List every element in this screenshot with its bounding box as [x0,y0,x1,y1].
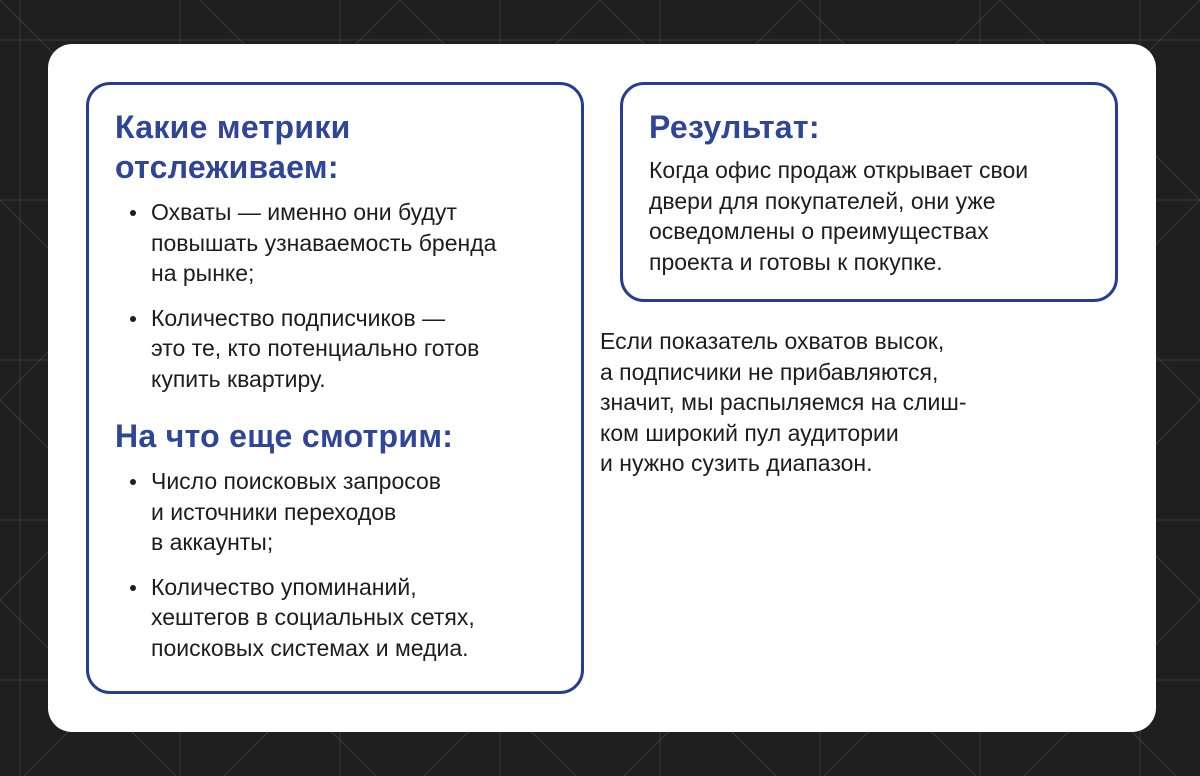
list-item-line: хештегов в социальных сетях, [151,604,475,630]
reach-note-line: Если показатель охватов высок, [600,328,945,354]
metrics-list [115,197,561,394]
result-text-line: осведомлены о преимуществах [649,218,989,244]
reach-note-line: и нужно сузить диапазон. [600,450,873,476]
list-item-line: Количество подписчиков — [151,304,446,331]
also-watch-heading: На что еще смотрим: [115,418,454,454]
metrics-box [86,82,584,694]
reach-note [600,326,1070,479]
metrics-heading-line: Какие метрики [115,109,351,145]
result-text-line: Когда офис продаж открывает свои [649,157,1029,183]
list-item [115,572,561,664]
list-item [115,466,561,558]
result-text [649,155,1095,277]
reach-note-line: значит, мы распыляемся на слиш- [600,389,967,415]
bullet-dot-icon [130,210,136,216]
list-item-line: повышать узнаваемость бренда [151,229,497,256]
list-item [115,303,561,395]
metrics-heading [115,107,561,187]
list-item-line: поисковых системах и медиа. [151,634,469,661]
list-item [115,197,561,289]
also-watch-list [115,466,561,663]
list-item-line: это те, кто потенциально готов [151,335,480,361]
list-item-line: на рынке; [151,260,255,286]
reach-note-line: а подписчики не прибавляются, [600,358,939,385]
reach-note-line: ком широкий пул аудитории [600,419,899,446]
list-item-line: Охваты — именно они будут [151,199,457,225]
result-box [620,82,1118,302]
result-text-line: проекта и готовы к покупке. [649,248,943,275]
result-heading: Результат: [649,109,820,145]
bullet-dot-icon [130,316,136,322]
result-text-line: двери для покупателей, они уже [649,187,996,214]
bullet-dot-icon [130,479,136,485]
metrics-heading-line: отслеживаем: [115,149,339,185]
list-item-line: в аккаунты; [151,529,274,555]
list-item-line: и источники переходов [151,498,397,525]
list-item-line: Количество упоминаний, [151,573,417,600]
list-item-line: купить квартиру. [151,365,326,392]
list-item-line: Число поисковых запросов [151,468,442,494]
bullet-dot-icon [130,585,136,591]
